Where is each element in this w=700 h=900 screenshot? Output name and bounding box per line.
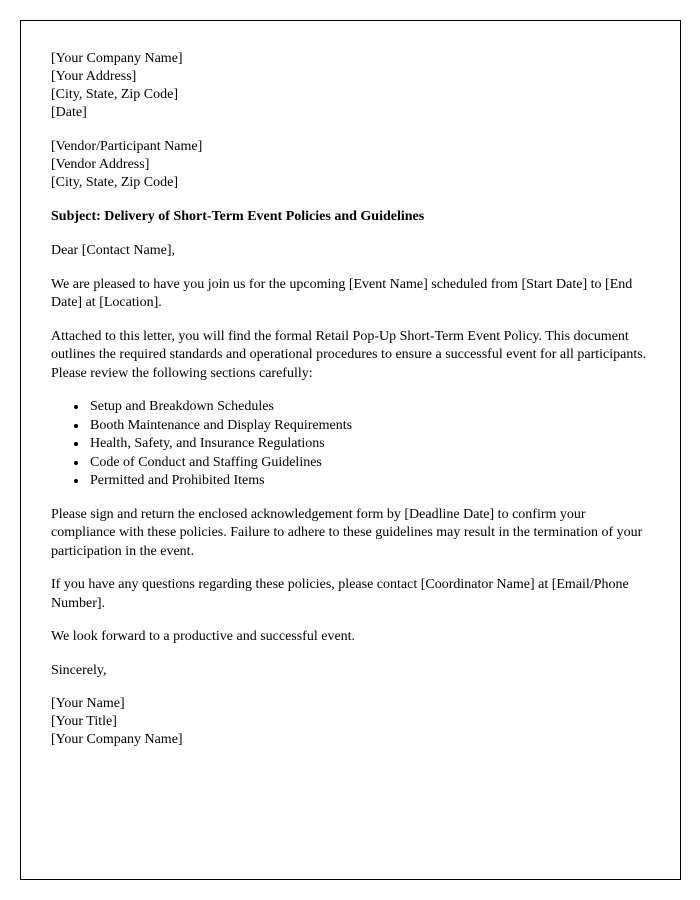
letter-page [20,20,681,880]
sender-address-block [51,50,650,122]
paragraph-acknowledgement: Please sign and return the enclosed acknowledgement form by [Deadline Date] to confirm your compliance with these policies. Failure to adhere to these guidelines may result in the termination of your participation in the event. [51,506,643,559]
paragraph-questions: If you have any questions regarding these policies, please contact [Coordinator Name] at [Email/Phone Number]. [51,577,629,611]
sender-company-name: [Your Company Name] [51,51,183,66]
recipient-name: [Vendor/Participant Name] [51,139,203,154]
subject-line: Subject: Delivery of Short-Term Event Policies and Guidelines [51,209,425,224]
list-item: • Permitted and Prohibited Items [88,472,650,491]
paragraph-intro: We are pleased to have you join us for the upcoming [Event Name] scheduled from [Start Date] to [End Date] at [Location]. [51,276,633,310]
recipient-city-state-zip: [City, State, Zip Code] [51,175,179,190]
sender-address: [Your Address] [51,69,137,84]
recipient-address-block [51,138,650,192]
signature-block [51,695,650,749]
list-item: • Health, Safety, and Insurance Regulations [88,435,650,454]
signature-name: [Your Name] [51,696,125,711]
paragraph-lookforward: We look forward to a productive and successful event. [51,629,356,644]
list-item: • Code of Conduct and Staffing Guidelines [88,454,650,473]
recipient-address: [Vendor Address] [51,157,150,172]
letter-date: [Date] [51,105,87,120]
signature-company: [Your Company Name] [51,732,183,747]
policy-sections-list [51,398,650,491]
sender-city-state-zip: [City, State, Zip Code] [51,87,179,102]
salutation: Dear [Contact Name], [51,243,175,258]
closing: Sincerely, [51,662,107,678]
list-item: • Setup and Breakdown Schedules [88,398,650,417]
list-item: • Booth Maintenance and Display Requirements [88,417,650,436]
paragraph-attachment: Attached to this letter, you will find the formal Retail Pop-Up Short-Term Event Policy. This document outlines the required standards and operational procedures to ensure a successful event for all participants. Please review the following sections carefully: [51,328,647,381]
signature-title: [Your Title] [51,714,117,729]
